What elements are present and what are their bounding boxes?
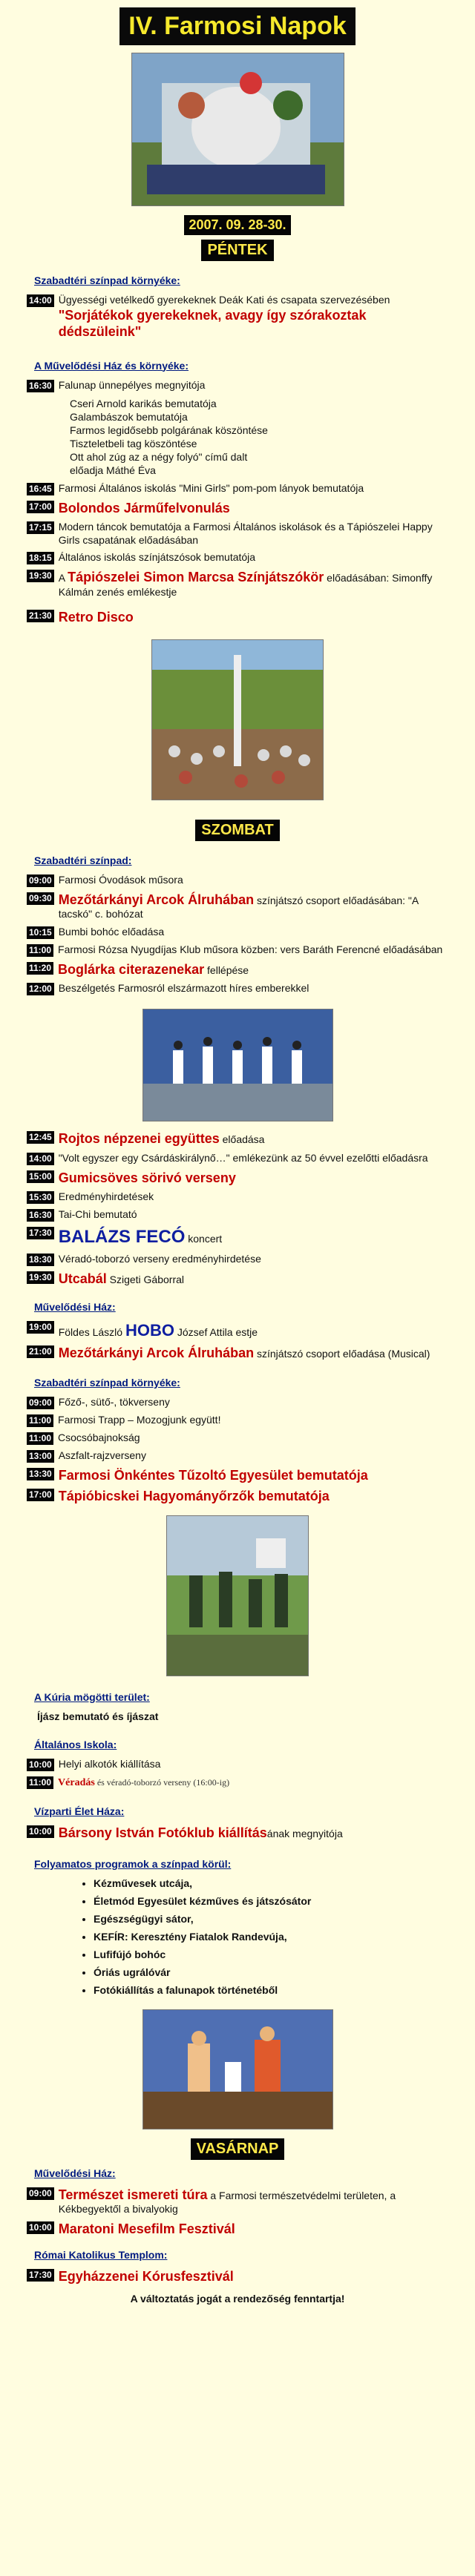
program-text [59, 892, 448, 921]
item-desc: Gumicsöves sörivó verseny [58, 1170, 236, 1185]
time-badge: 16:45 [27, 483, 54, 495]
date-wrap [0, 215, 475, 235]
item-pre: Földes László [58, 1325, 125, 1338]
time-badge: 19:00 [27, 1321, 54, 1334]
item-desc: Főző-, sütő-, tökverseny [58, 1395, 170, 1408]
program-text: Bolondos Járműfelvonulás [58, 500, 230, 515]
time-badge: 18:30 [27, 1254, 54, 1266]
bullet-item: • Egészségügyi sátor, [94, 1913, 448, 1925]
time-badge: 21:00 [27, 1345, 54, 1358]
program-text [59, 1152, 428, 1165]
program-sublist [70, 397, 448, 478]
program-text [59, 2221, 235, 2238]
saturday-stage-list-2 [27, 1130, 448, 1288]
time-badge: 13:00 [27, 1450, 54, 1463]
program-text [59, 874, 183, 887]
sub-line: előadja Máthé Éva [70, 464, 156, 477]
program-text [59, 926, 164, 939]
item-desc: Csocsóbajnokság [58, 1431, 140, 1443]
time-badge: 17:30 [27, 2269, 54, 2282]
header [0, 0, 475, 45]
time-badge: 21:30 [27, 610, 54, 622]
program-item [27, 500, 448, 517]
item-highlight: Tápiószelei Simon Marcsa Színjátszókör [68, 570, 324, 585]
venue-title: Római Katolikus Templom: [34, 2249, 168, 2262]
time-badge: 16:30 [27, 1209, 54, 1222]
time-badge: 17:00 [27, 501, 54, 513]
time-badge: 10:00 [27, 2221, 54, 2234]
program-item [27, 551, 448, 564]
day-banner-friday: PÉNTEK [201, 240, 273, 261]
program-item [27, 569, 448, 599]
item-highlight: "Sorjátékok gyerekeknek, avagy így szórakoztak dédszüleink" [58, 307, 367, 339]
venue-title: Művelődési Ház: [34, 1300, 116, 1313]
kuria-text: Íjász bemutató és íjászat [37, 1710, 159, 1722]
venue-title: A Művelődési Ház és környéke: [34, 359, 189, 372]
program-item [27, 1320, 448, 1341]
footer-note: A változtatás jogát a rendezőség fenntartja! [130, 2292, 345, 2305]
time-badge: 10:00 [27, 1825, 54, 1838]
photo-crowd [151, 639, 324, 800]
item-desc: és véradó-toborzó verseny (16:00-ig) [94, 1776, 230, 1788]
program-item [27, 892, 448, 921]
program-item [27, 961, 448, 978]
program-text [59, 1190, 154, 1204]
venue-title: Folyamatos programok a színpad körül: [34, 1857, 232, 1870]
program-item [27, 1414, 448, 1427]
time-badge: 15:30 [27, 1191, 54, 1204]
saturday-section-3 [0, 1691, 475, 1996]
program-item [27, 1432, 448, 1445]
venue-title: Vízparti Élet Háza: [34, 1805, 125, 1818]
time-badge: 19:30 [27, 1271, 54, 1284]
program-item [27, 2268, 448, 2285]
venue-title: Szabadtéri színpad: [34, 854, 132, 866]
program-text [59, 294, 448, 340]
time-badge: 09:00 [27, 874, 54, 887]
program-item [27, 982, 448, 995]
time-badge: 13:30 [27, 1468, 54, 1480]
program-text [59, 2187, 448, 2216]
program-text [59, 1467, 368, 1484]
sunday-church-list [27, 2268, 448, 2285]
program-text [59, 1758, 161, 1771]
time-badge: 10:15 [27, 926, 54, 939]
item-desc: Farmosi Trapp – Mozogjunk együtt! [58, 1413, 221, 1426]
program-text: Falunap ünnepélyes megnyitója [58, 378, 206, 391]
item-highlight: Rojtos népzenei együttes [58, 1131, 220, 1147]
program-item [27, 379, 448, 392]
saturday-banner-wrap [0, 820, 475, 841]
item-highlight: Maratoni Mesefilm Fesztivál [58, 2221, 235, 2236]
item-desc: előadása [219, 1133, 265, 1146]
saturday-culture-house-list [27, 1320, 448, 1362]
day-banner-saturday: SZOMBAT [195, 820, 279, 841]
program-text [58, 1776, 229, 1790]
item-desc: Farmosi Óvodások műsora [58, 873, 183, 886]
program-text: Retro Disco [58, 610, 134, 625]
bullet-item: • Fotókiállítás a falunapok történetéből [94, 1984, 448, 1996]
time-badge: 19:30 [27, 570, 54, 582]
item-desc: József Attila estje [174, 1325, 258, 1338]
event-date: 2007. 09. 28-30. [184, 215, 290, 235]
program-item [27, 1208, 448, 1222]
time-badge: 11:00 [27, 944, 53, 957]
program-item [27, 1190, 448, 1204]
time-badge: 09:00 [27, 2187, 54, 2200]
program-item [27, 1253, 448, 1266]
item-highlight: Boglárka citerazenekar [58, 961, 205, 977]
time-badge: 17:00 [27, 1489, 54, 1501]
program-item [27, 2221, 448, 2238]
item-highlight: Mezőtárkányi Arcok Álruhában [58, 1345, 255, 1361]
item-highlight: Bársony István Fotóklub kiállítás [58, 1825, 267, 1841]
time-badge: 17:15 [27, 521, 54, 534]
time-badge: 11:00 [27, 1414, 53, 1427]
program-item [27, 1825, 448, 1842]
crowd-image [152, 640, 323, 800]
continuous-program-list [94, 1877, 448, 1996]
waterside-list [27, 1825, 448, 1842]
program-text [59, 1170, 236, 1187]
parade-image [132, 53, 344, 205]
time-badge: 09:30 [27, 892, 54, 905]
program-item [27, 1488, 448, 1505]
time-badge: 11:20 [27, 962, 53, 975]
program-item [27, 1467, 448, 1484]
sub-line: Ott ahol zúg az a négy folyó" című dalt [70, 451, 248, 464]
item-desc: színjátszó csoport előadásában: "A tacskó" c. bohózat [58, 894, 419, 920]
program-text [59, 1825, 343, 1842]
time-badge: 10:00 [27, 1759, 54, 1771]
program-text [59, 1345, 430, 1362]
item-pre: A [58, 572, 68, 584]
program-item [27, 874, 448, 887]
item-highlight: Egyházzenei Kórusfesztivál [58, 2269, 234, 2285]
program-text [59, 1271, 184, 1288]
venue-title: Szabadtéri színpad környéke: [34, 274, 180, 286]
sub-line: Cseri Arnold karikás bemutatója [70, 397, 217, 409]
item-desc: fellépése [204, 963, 249, 976]
dancers-image [143, 1009, 332, 1121]
program-text [59, 1320, 258, 1341]
item-desc: Véradó-toborzó verseny eredményhirdetése [58, 1253, 261, 1265]
program-item [27, 1776, 448, 1790]
item-highlight: BALÁZS FECÓ [58, 1227, 186, 1248]
bullet-item: • Lufifújó bohóc [94, 1949, 448, 1960]
venue-title: Általános Iskola: [34, 1738, 117, 1750]
sunday-culture-house-list [27, 2187, 448, 2238]
time-badge: 16:30 [27, 380, 54, 392]
program-text [59, 1226, 222, 1248]
bullet-item: • Életmód Egyesület kézműves és játszósátor [94, 1895, 448, 1907]
time-badge: 17:30 [27, 1227, 54, 1239]
item-desc: a Farmosi természetvédelmi területen, a Kékbegyektől a bivalyokig [58, 2189, 396, 2216]
item-highlight: Mezőtárkányi Arcok Álruhában [58, 892, 255, 907]
program-item [27, 1396, 448, 1409]
program-text [58, 1414, 220, 1427]
program-text: Modern táncok bemutatója a Farmosi Általános iskolások és a Tápiószelei Happy Girls csapatának előadásában [58, 521, 433, 546]
item-desc: koncert [185, 1233, 223, 1245]
program-text [59, 982, 309, 995]
time-badge: 11:00 [27, 1776, 53, 1789]
time-badge: 12:45 [27, 1131, 54, 1144]
bullet-item: • Kézművesek utcája, [94, 1877, 448, 1889]
sunday-section [0, 2167, 475, 2305]
sub-line: Galambászok bemutatója [70, 410, 188, 423]
item-desc: Farmosi Rózsa Nyugdíjas Klub műsora közben: vers Baráth Ferencné előadásában [58, 943, 443, 955]
friday-section [0, 274, 475, 626]
program-item [27, 1345, 448, 1362]
item-desc: Helyi alkotók kiállítása [58, 1757, 161, 1770]
item-desc: Aszfalt-rajzverseny [58, 1449, 146, 1461]
friday-banner-wrap [0, 240, 475, 261]
venue-title: Szabadtéri színpad környéke: [34, 1376, 180, 1389]
saturday-area-list [27, 1396, 448, 1505]
item-highlight: Természet ismereti túra [58, 2187, 208, 2202]
photo-dancers [142, 1009, 333, 1121]
program-item [27, 943, 448, 957]
item-desc: Tápióbicskei Hagyományőrzők bemutatója [58, 1489, 330, 1504]
item-desc: Tai-Chi bemutató [58, 1208, 137, 1221]
time-badge: 15:00 [27, 1170, 54, 1183]
venue-title: A Kúria mögötti terület: [34, 1690, 150, 1703]
bullet-item: • Óriás ugrálóvár [94, 1966, 448, 1978]
program-text [59, 1253, 261, 1266]
program-text: Farmosi Általános iskolás "Mini Girls" pom-pom lányok bemutatója [58, 481, 364, 494]
sunday-banner-wrap [0, 2138, 475, 2160]
page-title: IV. Farmosi Napok [119, 7, 356, 45]
program-item [27, 926, 448, 939]
program-item [27, 521, 448, 547]
program-item [27, 1449, 448, 1463]
program-item [27, 1226, 448, 1248]
program-text [58, 943, 442, 957]
show-image [143, 2010, 332, 2129]
time-badge: 12:00 [27, 983, 54, 995]
program-item [27, 1152, 448, 1165]
program-text [58, 961, 249, 978]
bullet-item: • KEFÍR: Keresztény Fiatalok Randevúja, [94, 1931, 448, 1943]
photo-puppet-show [142, 2009, 333, 2129]
program-text [59, 1449, 146, 1463]
program-item [27, 609, 448, 626]
firefighters-image [167, 1516, 308, 1676]
time-badge: 18:15 [27, 552, 54, 564]
program-item [27, 1130, 448, 1147]
program-text: Általános iskolás színjátszósok bemutatója [58, 551, 256, 564]
venue-title: Művelődési Ház: [34, 2167, 116, 2179]
saturday-stage-list [27, 874, 448, 996]
sub-line: Farmos legidősebb polgárának köszöntése [70, 424, 268, 436]
saturday-section-2 [0, 1130, 475, 1505]
item-desc: színjátszó csoport előadása (Musical) [254, 1348, 430, 1360]
saturday-section [0, 854, 475, 996]
time-badge: 14:00 [27, 294, 54, 307]
program-item [27, 482, 448, 495]
time-badge: 09:00 [27, 1397, 54, 1409]
item-desc: Farmosi Önkéntes Tűzoltó Egyesület bemutatója [58, 1467, 368, 1483]
item-desc: Ügyességi vetélkedő gyerekeknek Deák Kati és csapata szervezésében [58, 294, 390, 306]
program-item [27, 2187, 448, 2216]
item-highlight: HOBO [125, 1320, 174, 1340]
item-desc: előadásában: Simonffy Kálmán zenés emlékestje [58, 572, 433, 598]
item-desc: "Volt egyszer egy Csárdáskirálynő…" emlékezünk az 50 évvel ezelőtti előadásra [58, 1151, 428, 1164]
item-highlight: Utcabál [58, 1271, 107, 1287]
program-text [59, 1396, 170, 1409]
program-text [59, 1488, 330, 1505]
day-banner-sunday: VASÁRNAP [191, 2138, 285, 2160]
program-text [59, 569, 448, 599]
photo-parade [131, 53, 344, 206]
item-desc: Beszélgetés Farmosról elszármazott híres emberekkel [58, 982, 309, 995]
program-item [27, 1170, 448, 1187]
program-text [59, 2268, 234, 2285]
program-item [27, 294, 448, 340]
item-desc: Szigeti Gáborral [106, 1274, 185, 1286]
photo-firefighters [166, 1515, 309, 1676]
item-highlight: Véradás [58, 1776, 95, 1788]
time-badge: 11:00 [27, 1432, 53, 1445]
sub-line: Tiszteletbeli tag köszöntése [70, 438, 197, 450]
item-desc: Eredményhirdetések [58, 1190, 154, 1203]
program-text [59, 1208, 137, 1222]
program-item [27, 1758, 448, 1771]
program-text [58, 1432, 140, 1445]
program-text [59, 1130, 265, 1147]
school-list [27, 1758, 448, 1790]
program-item [27, 1271, 448, 1288]
item-desc: Bumbi bohóc előadása [58, 925, 165, 938]
item-desc: ának megnyitója [266, 1828, 343, 1840]
time-badge: 14:00 [27, 1153, 54, 1165]
